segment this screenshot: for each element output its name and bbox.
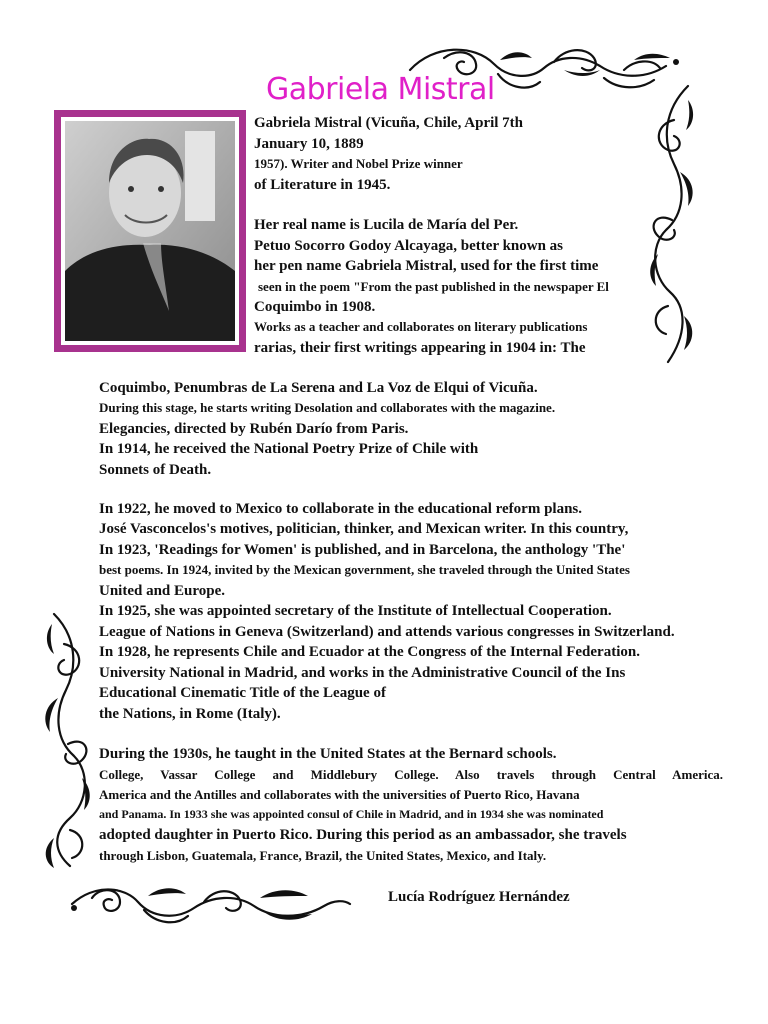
text-line: Gabriela Mistral (Vicuña, Chile, April 7th bbox=[254, 115, 524, 131]
text-line: United and Europe. bbox=[99, 583, 226, 599]
portrait-photo bbox=[61, 117, 239, 345]
text-line: Her real name is Lucila de María del Per. bbox=[254, 217, 519, 233]
author-signature: Lucía Rodríguez Hernández bbox=[388, 889, 570, 905]
text-line: José Vasconcelos's motives, politician, thinker, and Mexican writer. In this country, bbox=[99, 521, 629, 537]
text-line: January 10, 1889 bbox=[254, 136, 364, 152]
text-line: seen in the poem "From the past published in the newspaper El bbox=[258, 279, 609, 294]
text-line: In 1928, he represents Chile and Ecuador at the Congress of the Internal Federation. bbox=[99, 644, 640, 660]
text-line: In 1922, he moved to Mexico to collaborate in the educational reform plans. bbox=[99, 501, 583, 517]
text-line: of Literature in 1945. bbox=[254, 177, 391, 193]
text-line: College, Vassar College and Middlebury College. Also travels through Central America. bbox=[99, 767, 723, 782]
text-line: Coquimbo, Penumbras de La Serena and La Voz de Elqui of Vicuña. bbox=[99, 380, 538, 396]
text-line: the Nations, in Rome (Italy). bbox=[99, 706, 281, 722]
text-line: America and the Antilles and collaborates with the universities of Puerto Rico, Havana bbox=[99, 787, 580, 802]
text-line: 1957). Writer and Nobel Prize winner bbox=[254, 156, 463, 171]
text-line: During this stage, he starts writing Desolation and collaborates with the magazine. bbox=[99, 400, 556, 415]
text-line: and Panama. In 1933 she was appointed consul of Chile in Madrid, and in 1934 she was nominated bbox=[99, 807, 604, 821]
text-line: In 1925, she was appointed secretary of the Institute of Intellectual Cooperation. bbox=[99, 603, 612, 619]
text-line: her pen name Gabriela Mistral, used for the first time bbox=[254, 258, 599, 274]
flourish-ornament-right bbox=[644, 80, 700, 370]
text-line: best poems. In 1924, invited by the Mexican government, she traveled through the United States bbox=[99, 562, 630, 577]
text-line: During the 1930s, he taught in the United States at the Bernard schools. bbox=[99, 746, 557, 762]
text-line: University National in Madrid, and works in the Administrative Council of the Ins bbox=[99, 665, 626, 681]
flourish-ornament-left bbox=[40, 608, 96, 872]
text-line: through Lisbon, Guatemala, France, Brazil, the United States, Mexico, and Italy. bbox=[99, 848, 547, 863]
text-line: In 1914, he received the National Poetry Prize of Chile with bbox=[99, 441, 479, 457]
text-line: adopted daughter in Puerto Rico. During this period as an ambassador, she travels bbox=[99, 827, 627, 843]
flourish-ornament-bottom bbox=[64, 878, 354, 930]
text-line: In 1923, 'Readings for Women' is published, and in Barcelona, the anthology 'The' bbox=[99, 542, 626, 558]
text-line: Works as a teacher and collaborates on literary publications bbox=[254, 319, 588, 334]
text-line: League of Nations in Geneva (Switzerland) and attends various congresses in Switzerland. bbox=[99, 624, 675, 640]
text-line: Sonnets of Death. bbox=[99, 462, 212, 478]
page-title: Gabriela Mistral bbox=[266, 72, 495, 107]
portrait-photo-frame bbox=[54, 110, 246, 352]
text-line: Coquimbo in 1908. bbox=[254, 299, 376, 315]
text-line: rarias, their first writings appearing in 1904 in: The bbox=[254, 340, 586, 356]
text-line: Elegancies, directed by Rubén Darío from Paris. bbox=[99, 421, 409, 437]
text-line: Petuo Socorro Godoy Alcayaga, better known as bbox=[254, 238, 564, 254]
text-line: Educational Cinematic Title of the League of bbox=[99, 685, 386, 701]
